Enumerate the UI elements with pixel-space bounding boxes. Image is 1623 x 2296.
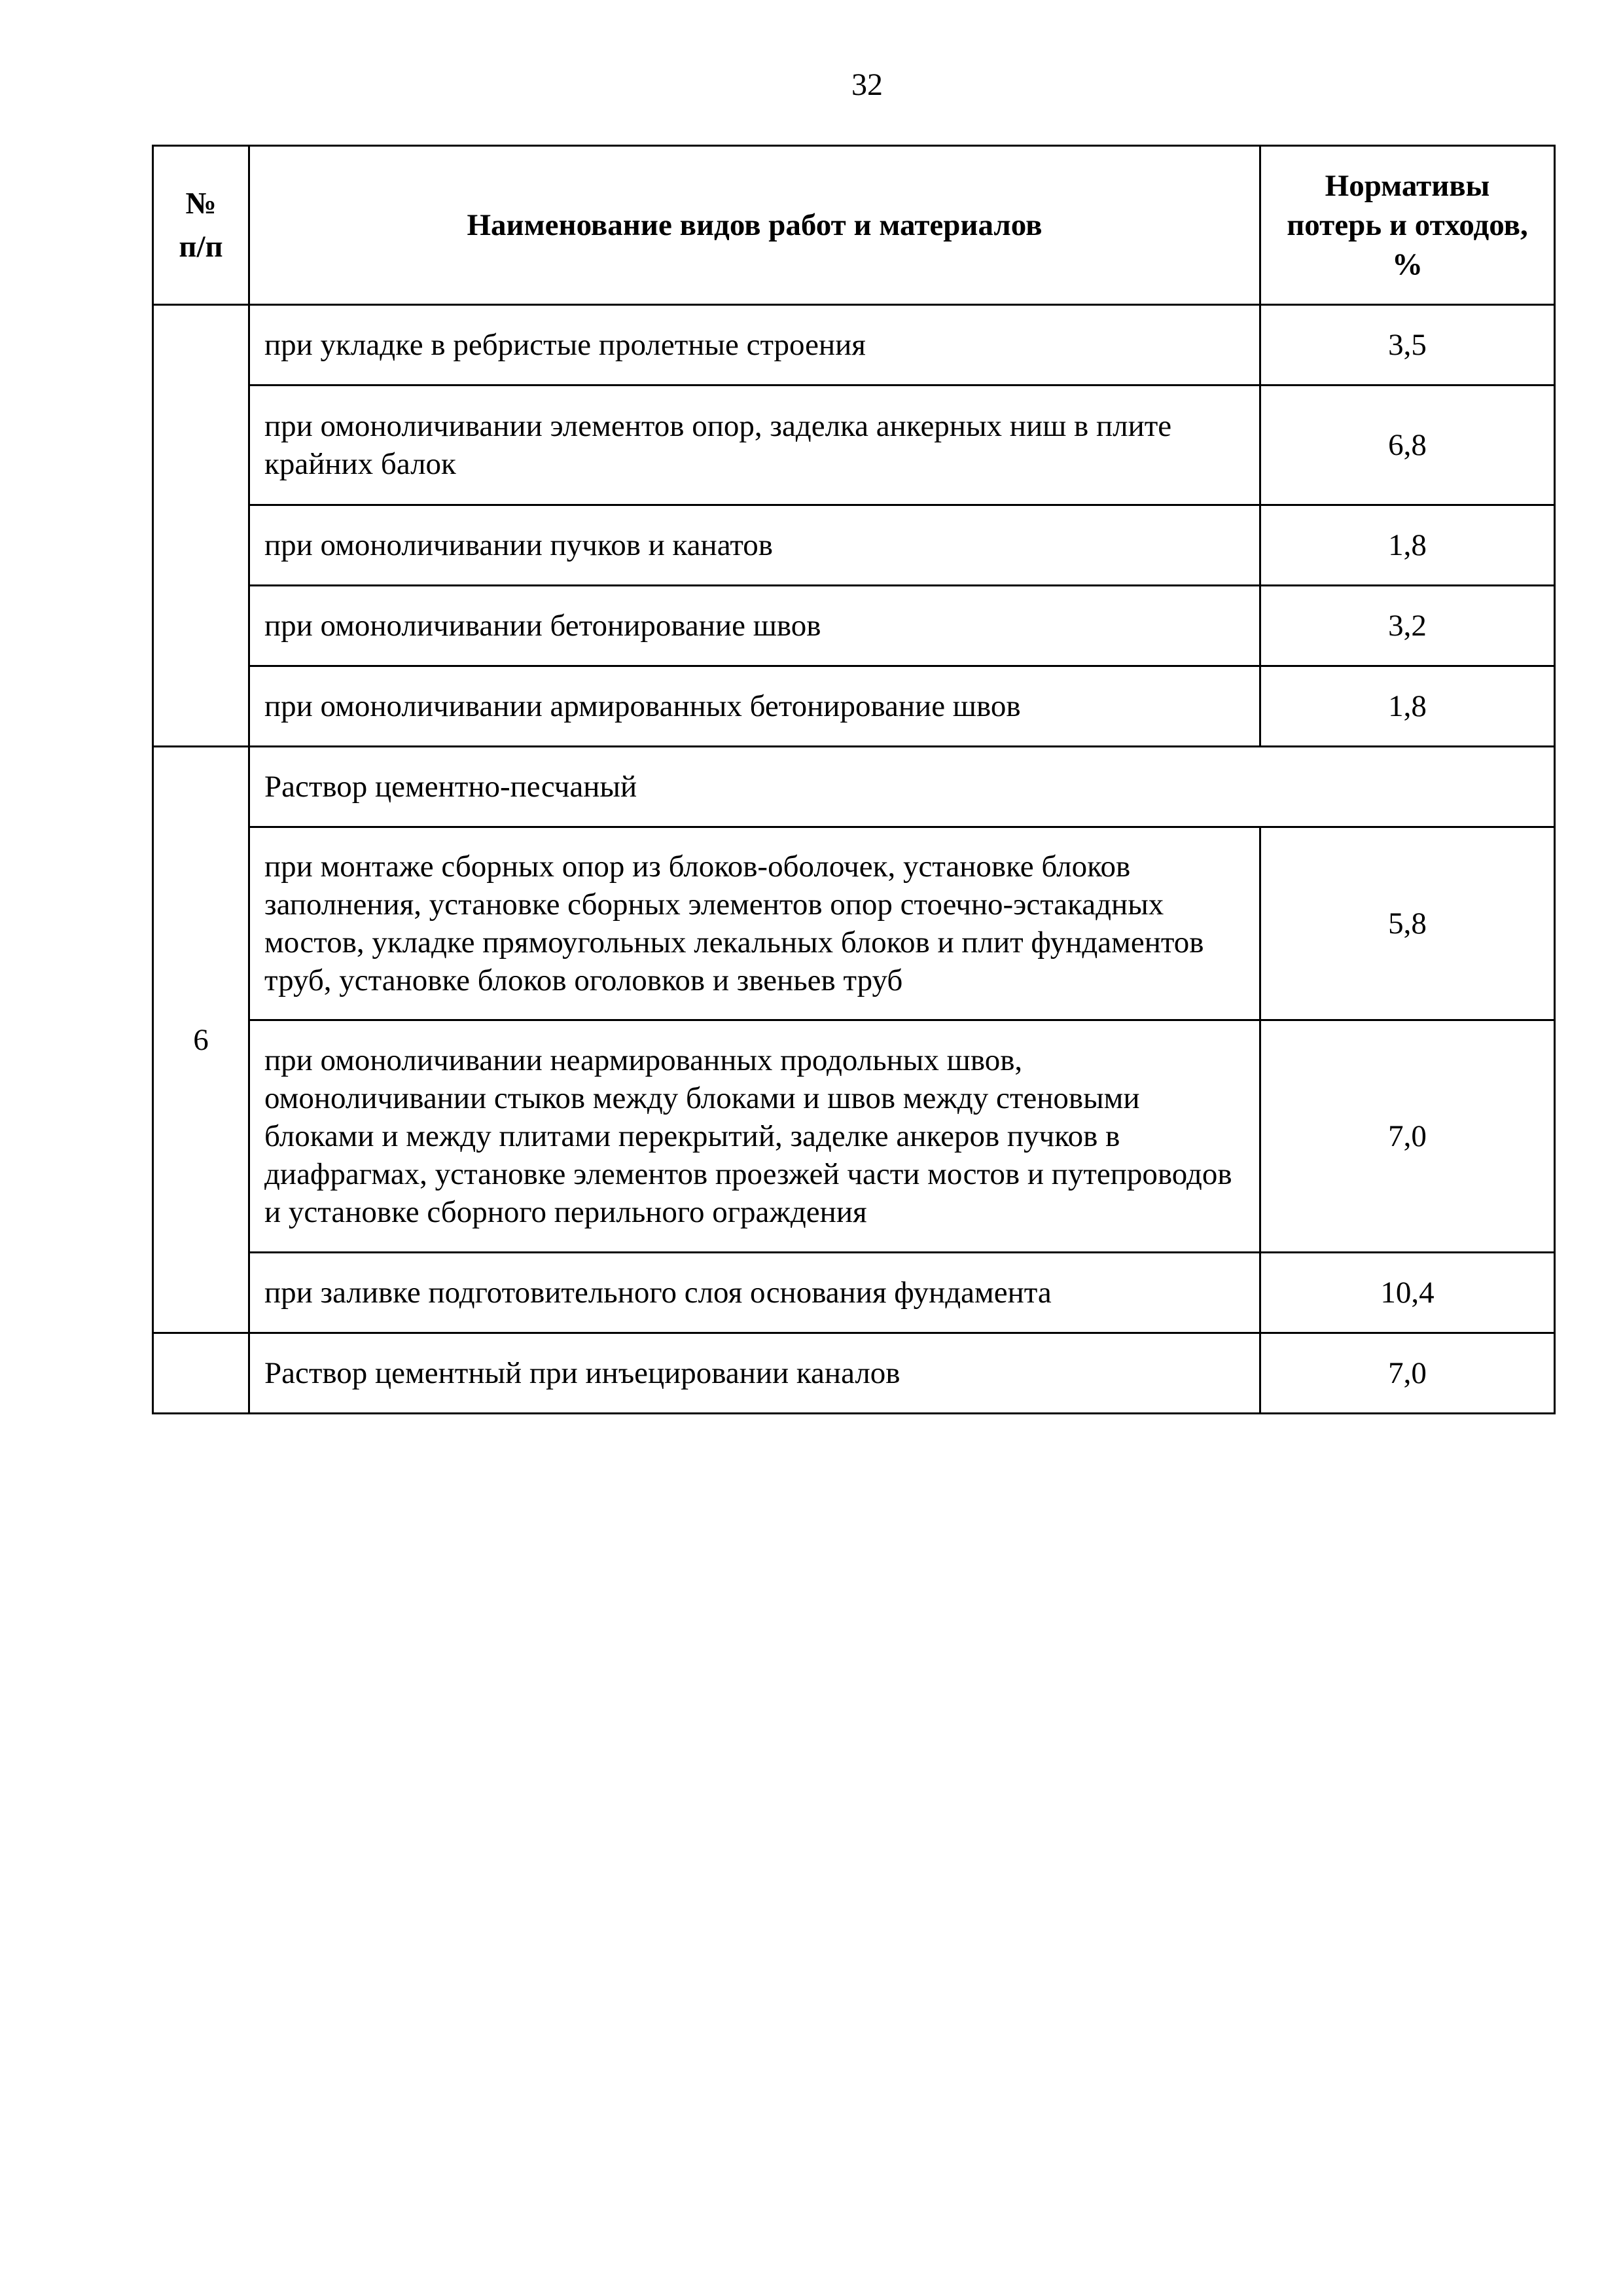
table-row (153, 1253, 1555, 1333)
table-row (153, 386, 1555, 505)
table-row (153, 586, 1555, 666)
norms-table (152, 145, 1556, 1414)
row-value: 6,8 (1260, 386, 1555, 505)
header-num-label: № п/п (179, 187, 223, 264)
table-row (153, 747, 1555, 827)
row-name: при омоноличивании пучков и канатов (249, 505, 1260, 586)
page-number: 32 (851, 67, 883, 102)
row-value: 7,0 (1260, 1020, 1555, 1253)
header-name-label: Наименование видов работ и материалов (467, 208, 1043, 242)
header-name (249, 146, 1260, 305)
group-a-num-cell (153, 305, 249, 747)
group-b-num-cell: 6 (153, 747, 249, 1333)
row-name: при омоноличивании элементов опор, заделка анкерных ниш в плите крайних балок (249, 386, 1260, 505)
row-name: при укладке в ребристые пролетные строения (249, 305, 1260, 386)
row-value: 7,0 (1260, 1333, 1555, 1414)
table-row (153, 305, 1555, 386)
table-row (153, 505, 1555, 586)
table-row (153, 827, 1555, 1020)
row-value: 3,2 (1260, 586, 1555, 666)
last-num-cell (153, 1333, 249, 1414)
row-name: при заливке подготовительного слоя основания фундамента (249, 1253, 1260, 1333)
row-name: при омоноличивании бетонирование швов (249, 586, 1260, 666)
header-norm-label: Нормативы потерь и отходов, % (1287, 169, 1528, 281)
table-row (153, 666, 1555, 747)
header-norm (1260, 146, 1555, 305)
row-value: 10,4 (1260, 1253, 1555, 1333)
row-name: Раствор цементный при инъецировании каналов (249, 1333, 1260, 1414)
group-title: Раствор цементно-песчаный (249, 747, 1555, 827)
table-row (153, 1020, 1555, 1253)
table-row (153, 1333, 1555, 1414)
row-value: 1,8 (1260, 666, 1555, 747)
header-num (153, 146, 249, 305)
row-name: при омоноличивании неармированных продольных швов, омоноличивании стыков между блоками и швов между стеновыми блоками и между плитами перекрытий, заделке анкеров пучков в диафрагмах, установке элементов проезжей части мостов и путепроводов и установке сборного перильного ограждения (249, 1020, 1260, 1253)
table-header-row (153, 146, 1555, 305)
row-value: 1,8 (1260, 505, 1555, 586)
row-name: при омоноличивании армированных бетонирование швов (249, 666, 1260, 747)
row-value: 3,5 (1260, 305, 1555, 386)
row-name: при монтаже сборных опор из блоков-оболочек, установке блоков заполнения, установке сборных элементов опор стоечно-эстакадных мостов, укладке прямоугольных лекальных блоков и плит фундаментов труб, установке блоков оголовков и звеньев труб (249, 827, 1260, 1020)
row-value: 5,8 (1260, 827, 1555, 1020)
